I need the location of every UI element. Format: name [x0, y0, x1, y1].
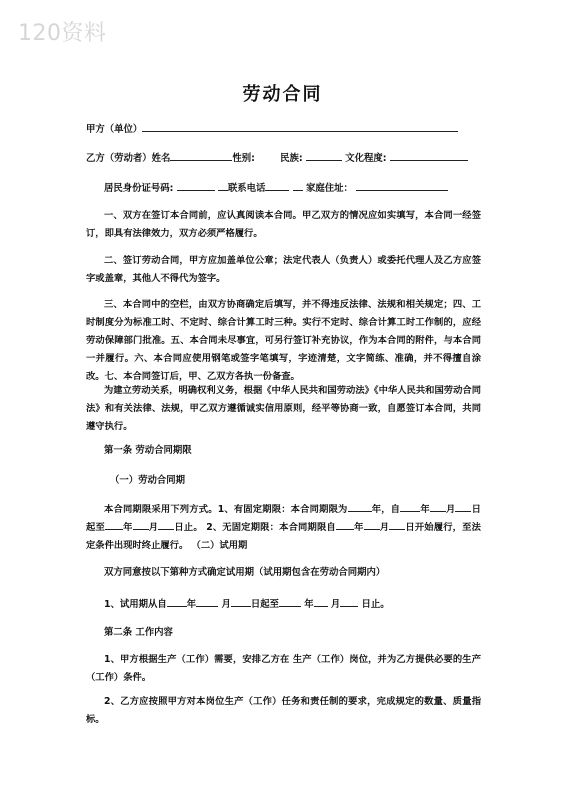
- paragraph-1: 一、双方在签订本合同前，应认真阅读本合同。甲乙双方的情况应如实填写，本合同一经签订，即具有法律效力，双方必须严格履行。: [86, 210, 481, 239]
- work-paragraph-1: 1、甲方根据生产（工作）需要，安排乙方在 生产（工作）岗位，并为乙方提供必要的生产（工作）条件。: [86, 654, 481, 683]
- ethnic-label: 民族:: [280, 153, 303, 164]
- party-b-row: [86, 150, 468, 166]
- party-a-blank[interactable]: [142, 121, 458, 132]
- term-paragraph: 本合同期限采用下列方式。1、有固定期限：本合同期限为 年，自 年 月 日起至 年 月 日止。 2、无固定期限：本合同期限自 年 月 日开始履行，至法定条件出现时终止履行。 （二）试用期: [86, 501, 481, 555]
- party-b-name-label: 乙方（劳动者）姓名: [86, 153, 171, 164]
- address-label: 家庭住址：: [305, 183, 353, 194]
- party-a-row: [86, 121, 458, 137]
- ethnic-blank[interactable]: [306, 150, 342, 161]
- gender-label: 性别:: [232, 153, 255, 164]
- work-paragraph-2: 2、乙方应按照甲方对本岗位生产（工作）任务和责任制的要求，完成规定的数量、质量指标。: [86, 696, 481, 725]
- probation-row: 1、试用期从自 年 月 日起至 年 月 日止。: [104, 596, 390, 612]
- id-label: 居民身份证号码:: [104, 183, 174, 194]
- phone-blank[interactable]: [265, 180, 289, 191]
- education-blank[interactable]: [390, 150, 468, 161]
- id-row: [104, 180, 448, 196]
- party-a-label: 甲方（单位）: [86, 124, 143, 135]
- article-2-heading: 第二条 工作内容: [104, 627, 173, 638]
- education-label: 文化程度:: [345, 153, 387, 164]
- term-years-blank[interactable]: [348, 501, 372, 512]
- article-1-sub-1: （一）劳动合同期: [110, 475, 186, 486]
- name-blank[interactable]: [170, 150, 232, 161]
- id-blank[interactable]: [177, 180, 215, 191]
- phone-label: 联系电话: [227, 183, 266, 194]
- paragraph-2: 二、签订劳动合同，甲方应加盖单位公章；法定代表人（负责人）或委托代理人及乙方应签字或盖章，其他人不得代为签字。: [86, 255, 481, 284]
- probation-intro: 双方同意按以下第种方式确定试用期（试用期包含在劳动合同期内）: [104, 567, 386, 578]
- watermark: 120资料: [18, 21, 107, 46]
- paragraph-3: 三、本合同中的空栏，由双方协商确定后填写，并不得违反法律、法规和相关规定；四、工时制度分为标准工时、不定时、综合计算工时三种。实行不定时、综合计算工时工作制的，应经劳动保障部门批准。五、本合同未尽事宜，可另行签订补充协议，作为本合同的附件，与本合同一并履行。六、本合同应使用钢笔或签字笔填写，字迹清楚，文字简练、准确，并不得擅自涂改。七、本合同签订后，甲、乙双方各执一份备查。: [86, 299, 481, 382]
- address-blank[interactable]: [356, 180, 448, 191]
- article-1-heading: 第一条 劳动合同期限: [104, 445, 192, 456]
- paragraph-4: 为建立劳动关系，明确权利义务，根据《中华人民共和国劳动法》《中华人民共和国劳动合同法》和有关法律、法规，甲乙双方遵循诚实信用原则，经平等协商一致，自愿签订本合同，共同遵守执行。: [86, 385, 481, 432]
- document-title: 劳动合同: [242, 84, 323, 105]
- article-1-sub-2: （二）试用期: [191, 540, 248, 551]
